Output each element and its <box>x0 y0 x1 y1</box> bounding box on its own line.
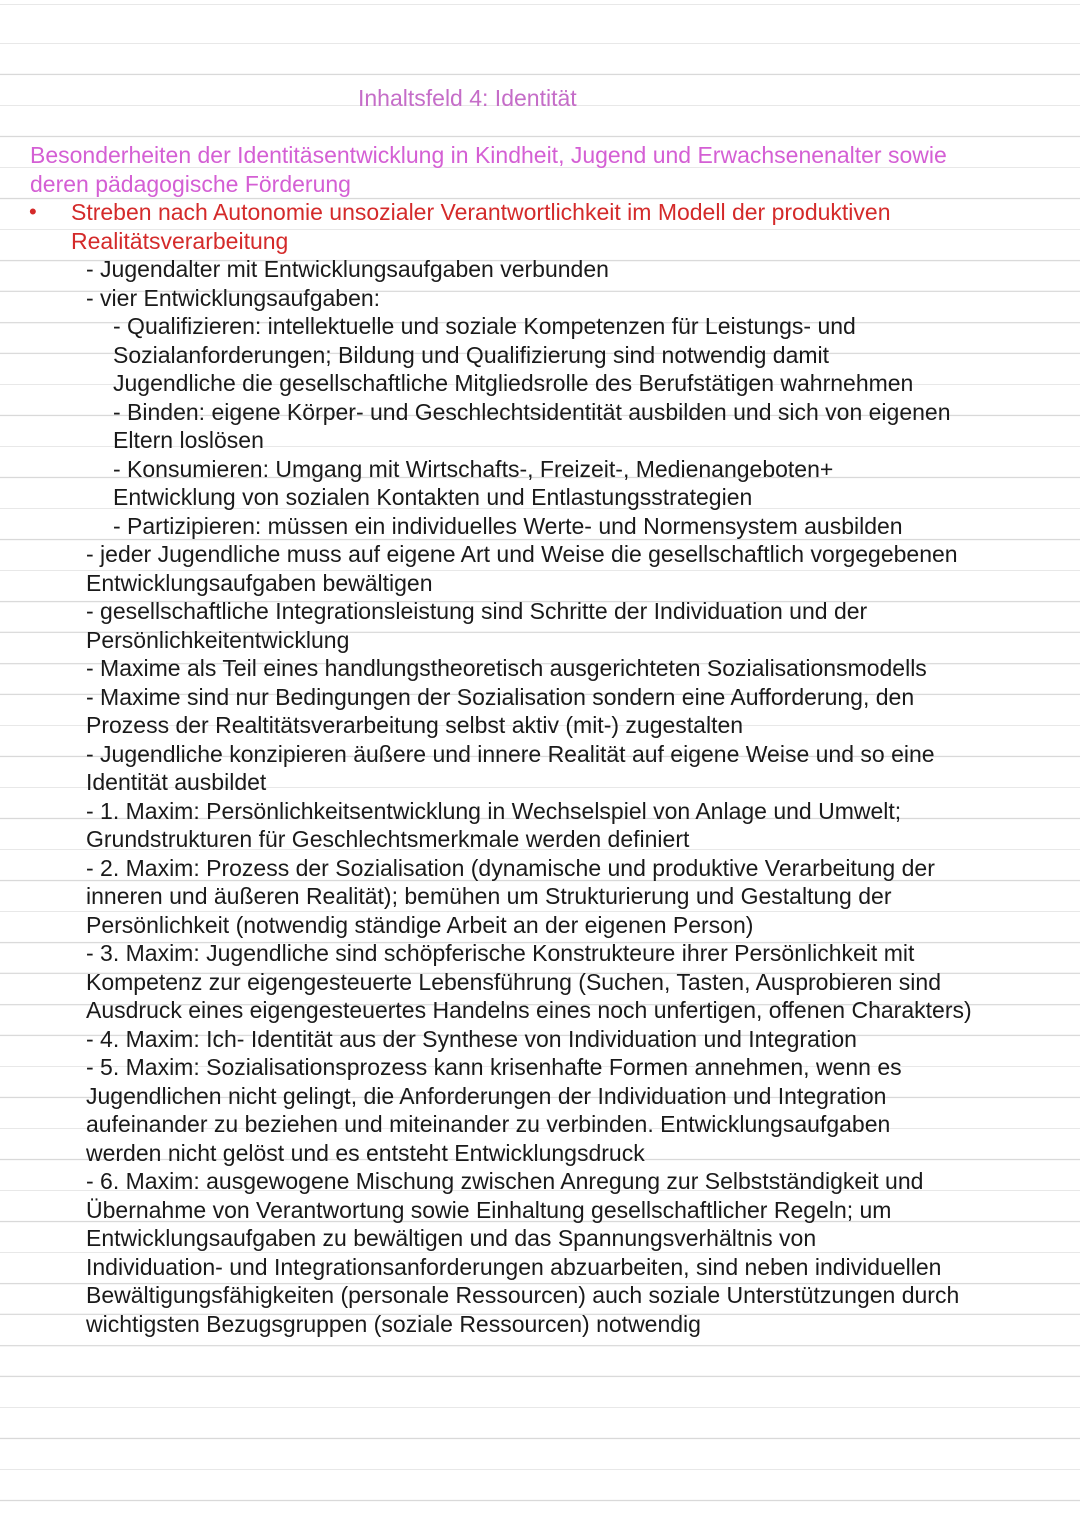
note-line: Jugendlichen nicht gelingt, die Anforderungen der Individuation und Integration <box>86 1082 887 1109</box>
note-line: - vier Entwicklungsaufgaben: <box>86 284 381 311</box>
note-line: - 1. Maxim: Persönlichkeitsentwicklung in Wechselspiel von Anlage und Umwelt; <box>86 797 902 824</box>
notes-body <box>0 255 1080 1338</box>
note-line: Entwicklung von sozialen Kontakten und Entlastungsstrategien <box>113 484 753 510</box>
note-line: Persönlichkeit (notwendig ständige Arbeit an der eigenen Person) <box>86 911 754 938</box>
note-line: Bewältigungsfähigkeiten (personale Ressourcen) auch soziale Unterstützungen durch <box>86 1282 960 1308</box>
note-line: - Partizipieren: müssen ein individuelles Werte- und Normensystem ausbilden <box>113 512 903 539</box>
note-line: Übernahme von Verantwortung sowie Einhaltung gesellschaftlicher Regeln; um <box>86 1196 892 1223</box>
note-line: - gesellschaftliche Integrationsleistung sind Schritte der Individuation und der <box>86 598 868 624</box>
note-line: - Maxime sind nur Bedingungen der Sozialisation sondern eine Aufforderung, den <box>86 683 915 710</box>
note-line: - jeder Jugendliche muss auf eigene Art und Weise die gesellschaftlich vorgegebenen <box>86 541 958 567</box>
bullet-heading-line: Streben nach Autonomie unsozialer Verantwortlichkeit im Modell der produktiven <box>71 199 891 225</box>
note-line: - Maxime als Teil eines handlungstheoretisch ausgerichteten Sozialisationsmodells <box>86 655 927 681</box>
note-line: Persönlichkeitentwicklung <box>86 626 350 653</box>
bullet-heading <box>71 198 891 255</box>
note-line: - Qualifizieren: intellektuelle und soziale Kompetenzen für Leistungs- und <box>113 313 856 339</box>
note-line: Grundstrukturen für Geschlechtsmerkmale werden definiert <box>86 826 690 852</box>
note-line: wichtigsten Bezugsgruppen (soziale Ressourcen) notwendig <box>86 1310 701 1337</box>
topic-heading-line: deren pädagogische Förderung <box>30 170 351 197</box>
note-line: aufeinander zu beziehen und miteinander zu verbinden. Entwicklungsaufgaben <box>86 1111 891 1137</box>
note-line: Ausdruck eines eigengesteuertes Handelns eines noch unfertigen, offenen Charakters) <box>86 997 972 1023</box>
note-line: Sozialanforderungen; Bildung und Qualifizierung sind notwendig damit <box>113 341 830 368</box>
note-line: - Binden: eigene Körper- und Geschlechtsidentität ausbilden und sich von eigenen <box>113 398 951 425</box>
note-line: inneren und äußeren Realität); bemühen um Strukturierung und Gestaltung der <box>86 883 892 909</box>
page-title: Inhaltsfeld 4: Identität <box>358 85 577 111</box>
bullet-heading-line: Realitätsverarbeitung <box>71 227 289 254</box>
note-line: - Jugendliche konzipieren äußere und innere Realität auf eigene Weise und so eine <box>86 740 935 767</box>
note-line: - 6. Maxim: ausgewogene Mischung zwischen Anregung zur Selbstständigkeit und <box>86 1168 924 1194</box>
bullet-marker: • <box>29 199 37 224</box>
note-line: werden nicht gelöst und es entsteht Entwicklungsdruck <box>86 1139 645 1166</box>
note-line: Identität ausbildet <box>86 769 267 795</box>
note-line: - Jugendalter mit Entwicklungsaufgaben verbunden <box>86 256 609 282</box>
note-line: - Konsumieren: Umgang mit Wirtschafts-, Freizeit-, Medienangeboten+ <box>113 455 834 482</box>
note-line: Kompetenz zur eigengesteuerte Lebensführung (Suchen, Tasten, Ausprobieren sind <box>86 968 941 995</box>
note-line: Jugendliche die gesellschaftliche Mitgliedsrolle des Berufstätigen wahrnehmen <box>113 370 914 396</box>
topic-heading <box>30 141 947 198</box>
note-line: Individuation- und Integrationsanforderungen abzuarbeiten, sind neben individuellen <box>86 1253 942 1280</box>
note-line: Entwicklungsaufgaben bewältigen <box>86 569 433 596</box>
note-line: - 3. Maxim: Jugendliche sind schöpferische Konstrukteure ihrer Persönlichkeit mit <box>86 940 915 966</box>
note-line: Prozess der Realtitätsverarbeitung selbst aktiv (mit-) zugestalten <box>86 712 744 738</box>
topic-heading-line: Besonderheiten der Identitäsentwicklung in Kindheit, Jugend und Erwachsenenalter sowie <box>30 142 947 168</box>
note-line: - 2. Maxim: Prozess der Sozialisation (dynamische und produktive Verarbeitung der <box>86 854 935 881</box>
note-line: - 4. Maxim: Ich- Identität aus der Synthese von Individuation und Integration <box>86 1025 857 1052</box>
note-line: Eltern loslösen <box>113 427 264 453</box>
note-line: Entwicklungsaufgaben zu bewältigen und das Spannungsverhältnis von <box>86 1225 817 1251</box>
note-line: - 5. Maxim: Sozialisationsprozess kann krisenhafte Formen annehmen, wenn es <box>86 1054 902 1080</box>
